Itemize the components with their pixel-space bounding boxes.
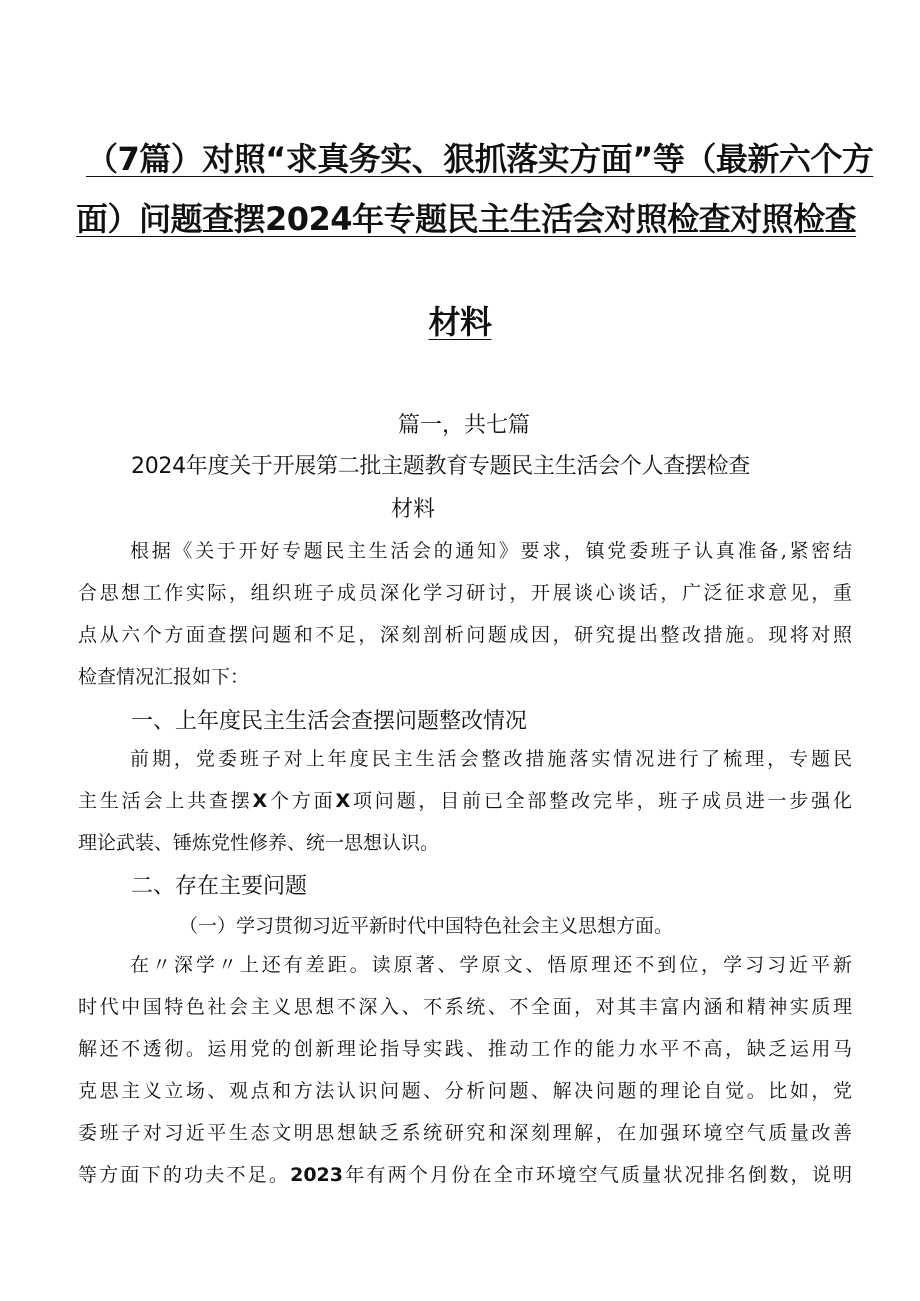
para2-line-2: 时代中国特色社会主义思想不深入、不系统、不全面，对其丰富内涵和精神实质理 [78,996,852,1018]
subheading-study: （一）学习贯彻习近平新时代中国特色社会主义思想方面。 [179,915,674,937]
heading-rectification: 一、上年度民主生活会查摆问题整改情况 [131,709,528,734]
para2-line-4: 克思主义立场、观点和方法认识问题、分析问题、解决问题的理论自觉。比如，党 [78,1080,852,1102]
year-2023: 2023 [290,1164,343,1186]
placeholder-x-2: X [335,790,351,812]
para2-line-3: 解还不透彻。运用党的创新理论指导实践、推动工作的能力水平不高，缺乏运用马 [78,1038,852,1060]
placeholder-x-1: X [252,790,268,812]
para1-line-3: 理论武装、锤炼党性修养、统一思想认识。 [78,832,440,854]
heading-main-problems: 二、存在主要问题 [131,874,308,899]
section-title-line-1: 2024年度关于开展第二批主题教育专题民主生活会个人查摆检查 [131,454,750,479]
intro-line-4: 检查情况汇报如下： [78,666,250,688]
para1-line-1: 前期，党委班子对上年度民主生活会整改措施落实情况进行了梳理，专题民 [130,748,852,770]
part-label: 篇一，共七篇 [397,413,530,438]
para1-line-2: 主生活会上共查摆X个方面X项问题，目前已全部整改完毕，班子成员进一步强化 [78,790,852,812]
para2-line-1: 在〃深学〃上还有差距。读原著、学原文、悟原理还不到位，学习习近平新 [130,954,852,976]
section-title-line-2: 材料 [390,497,435,522]
document-title-line-3: 材料 [428,303,492,341]
intro-line-1: 根据《关于开好专题民主生活会的通知》要求，镇党委班子认真准备,紧密结 [130,540,852,562]
document-title-line-2: 面）问题查摆2024年专题民主生活会对照检查对照检查 [76,200,857,238]
para2-line-5: 委班子对习近平生态文明思想缺乏系统研究和深刻理解，在加强环境空气质量改善 [78,1122,852,1144]
document-title-line-1: （7篇）对照“求真务实、狠抓落实方面”等（最新六个方 [86,140,874,178]
intro-line-2: 合思想工作实际，组织班子成员深化学习研讨，开展谈心谈话，广泛征求意见，重 [78,582,852,604]
para2-line-6: 等方面下的功夫不足。2023年有两个月份在全市环境空气质量状况排名倒数，说明 [78,1164,852,1186]
intro-line-3: 点从六个方面查摆问题和不足，深刻剖析问题成因，研究提出整改措施。现将对照 [78,624,852,646]
